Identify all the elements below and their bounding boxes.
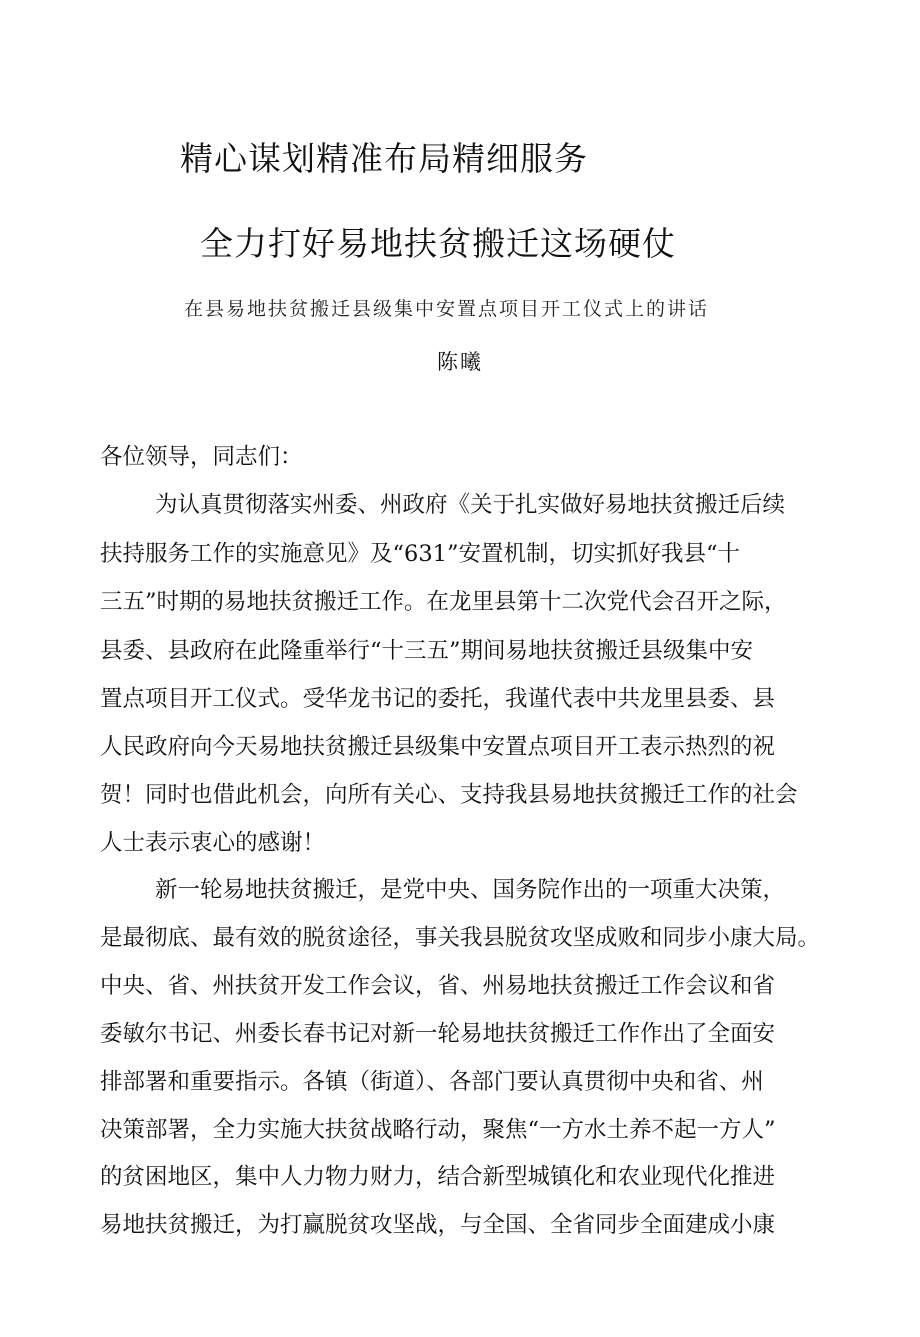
- paragraph-1-line-2: 扶持服务工作的实施意见》及“631”安置机制，切实抓好我县“十: [100, 541, 740, 567]
- paragraph-1-line-7: 贺！同时也借此机会，向所有关心、支持我县易地扶贫搬迁工作的社会: [100, 782, 798, 808]
- paragraph-2-line-3: 中央、省、州扶贫开发工作会议，省、州易地扶贫搬迁工作会议和省: [100, 973, 776, 999]
- title-line-2: 全力打好易地扶贫搬迁这场硬仗: [200, 224, 676, 263]
- paragraph-2-line-6: 决策部署，全力实施大扶贫战略行动，聚焦“一方水土养不起一方人”: [100, 1117, 776, 1143]
- paragraph-2-line-7: 的贫困地区，集中人力物力财力，结合新型城镇化和农业现代化推进: [100, 1164, 776, 1190]
- paragraph-1-line-6: 人民政府向今天易地扶贫搬迁县级集中安置点项目开工表示热烈的祝: [100, 734, 776, 760]
- paragraph-2-line-4: 委敏尔书记、州委长春书记对新一轮易地扶贫搬迁工作作出了全面安: [100, 1021, 776, 1047]
- paragraph-2-line-5: 排部署和重要指示。各镇（街道）、各部门要认真贯彻中央和省、州: [100, 1069, 764, 1095]
- author: 陈曦: [437, 350, 483, 374]
- paragraph-1-line-4: 县委、县政府在此隆重举行“十三五”期间易地扶贫搬迁县级集中安: [100, 638, 754, 664]
- subtitle: 在县易地扶贫搬迁县级集中安置点项目开工仪式上的讲话: [184, 298, 710, 320]
- paragraph-2-line-8: 易地扶贫搬迁，为打赢脱贫攻坚战，与全国、全省同步全面建成小康: [100, 1212, 776, 1238]
- title-line-1: 精心谋划精准布局精细服务: [180, 139, 588, 178]
- paragraph-1-line-5: 置点项目开工仪式。受华龙书记的委托，我谨代表中共龙里县委、县: [100, 686, 776, 712]
- salutation: 各位领导，同志们：: [100, 444, 303, 470]
- paragraph-1-line-3: 三五”时期的易地扶贫搬迁工作。在龙里县第十二次党代会召开之际，: [100, 589, 787, 615]
- paragraph-2-line-1: 新一轮易地扶贫搬迁，是党中央、国务院作出的一项重大决策，: [155, 877, 786, 903]
- paragraph-1-line-8: 人士表示衷心的感谢！: [100, 830, 326, 856]
- paragraph-2-line-2: 是最彻底、最有效的脱贫途径，事关我县脱贫攻坚成败和同步小康大局。: [100, 925, 821, 951]
- paragraph-1-line-1: 为认真贯彻落实州委、州政府《关于扎实做好易地扶贫搬迁后续: [155, 492, 786, 518]
